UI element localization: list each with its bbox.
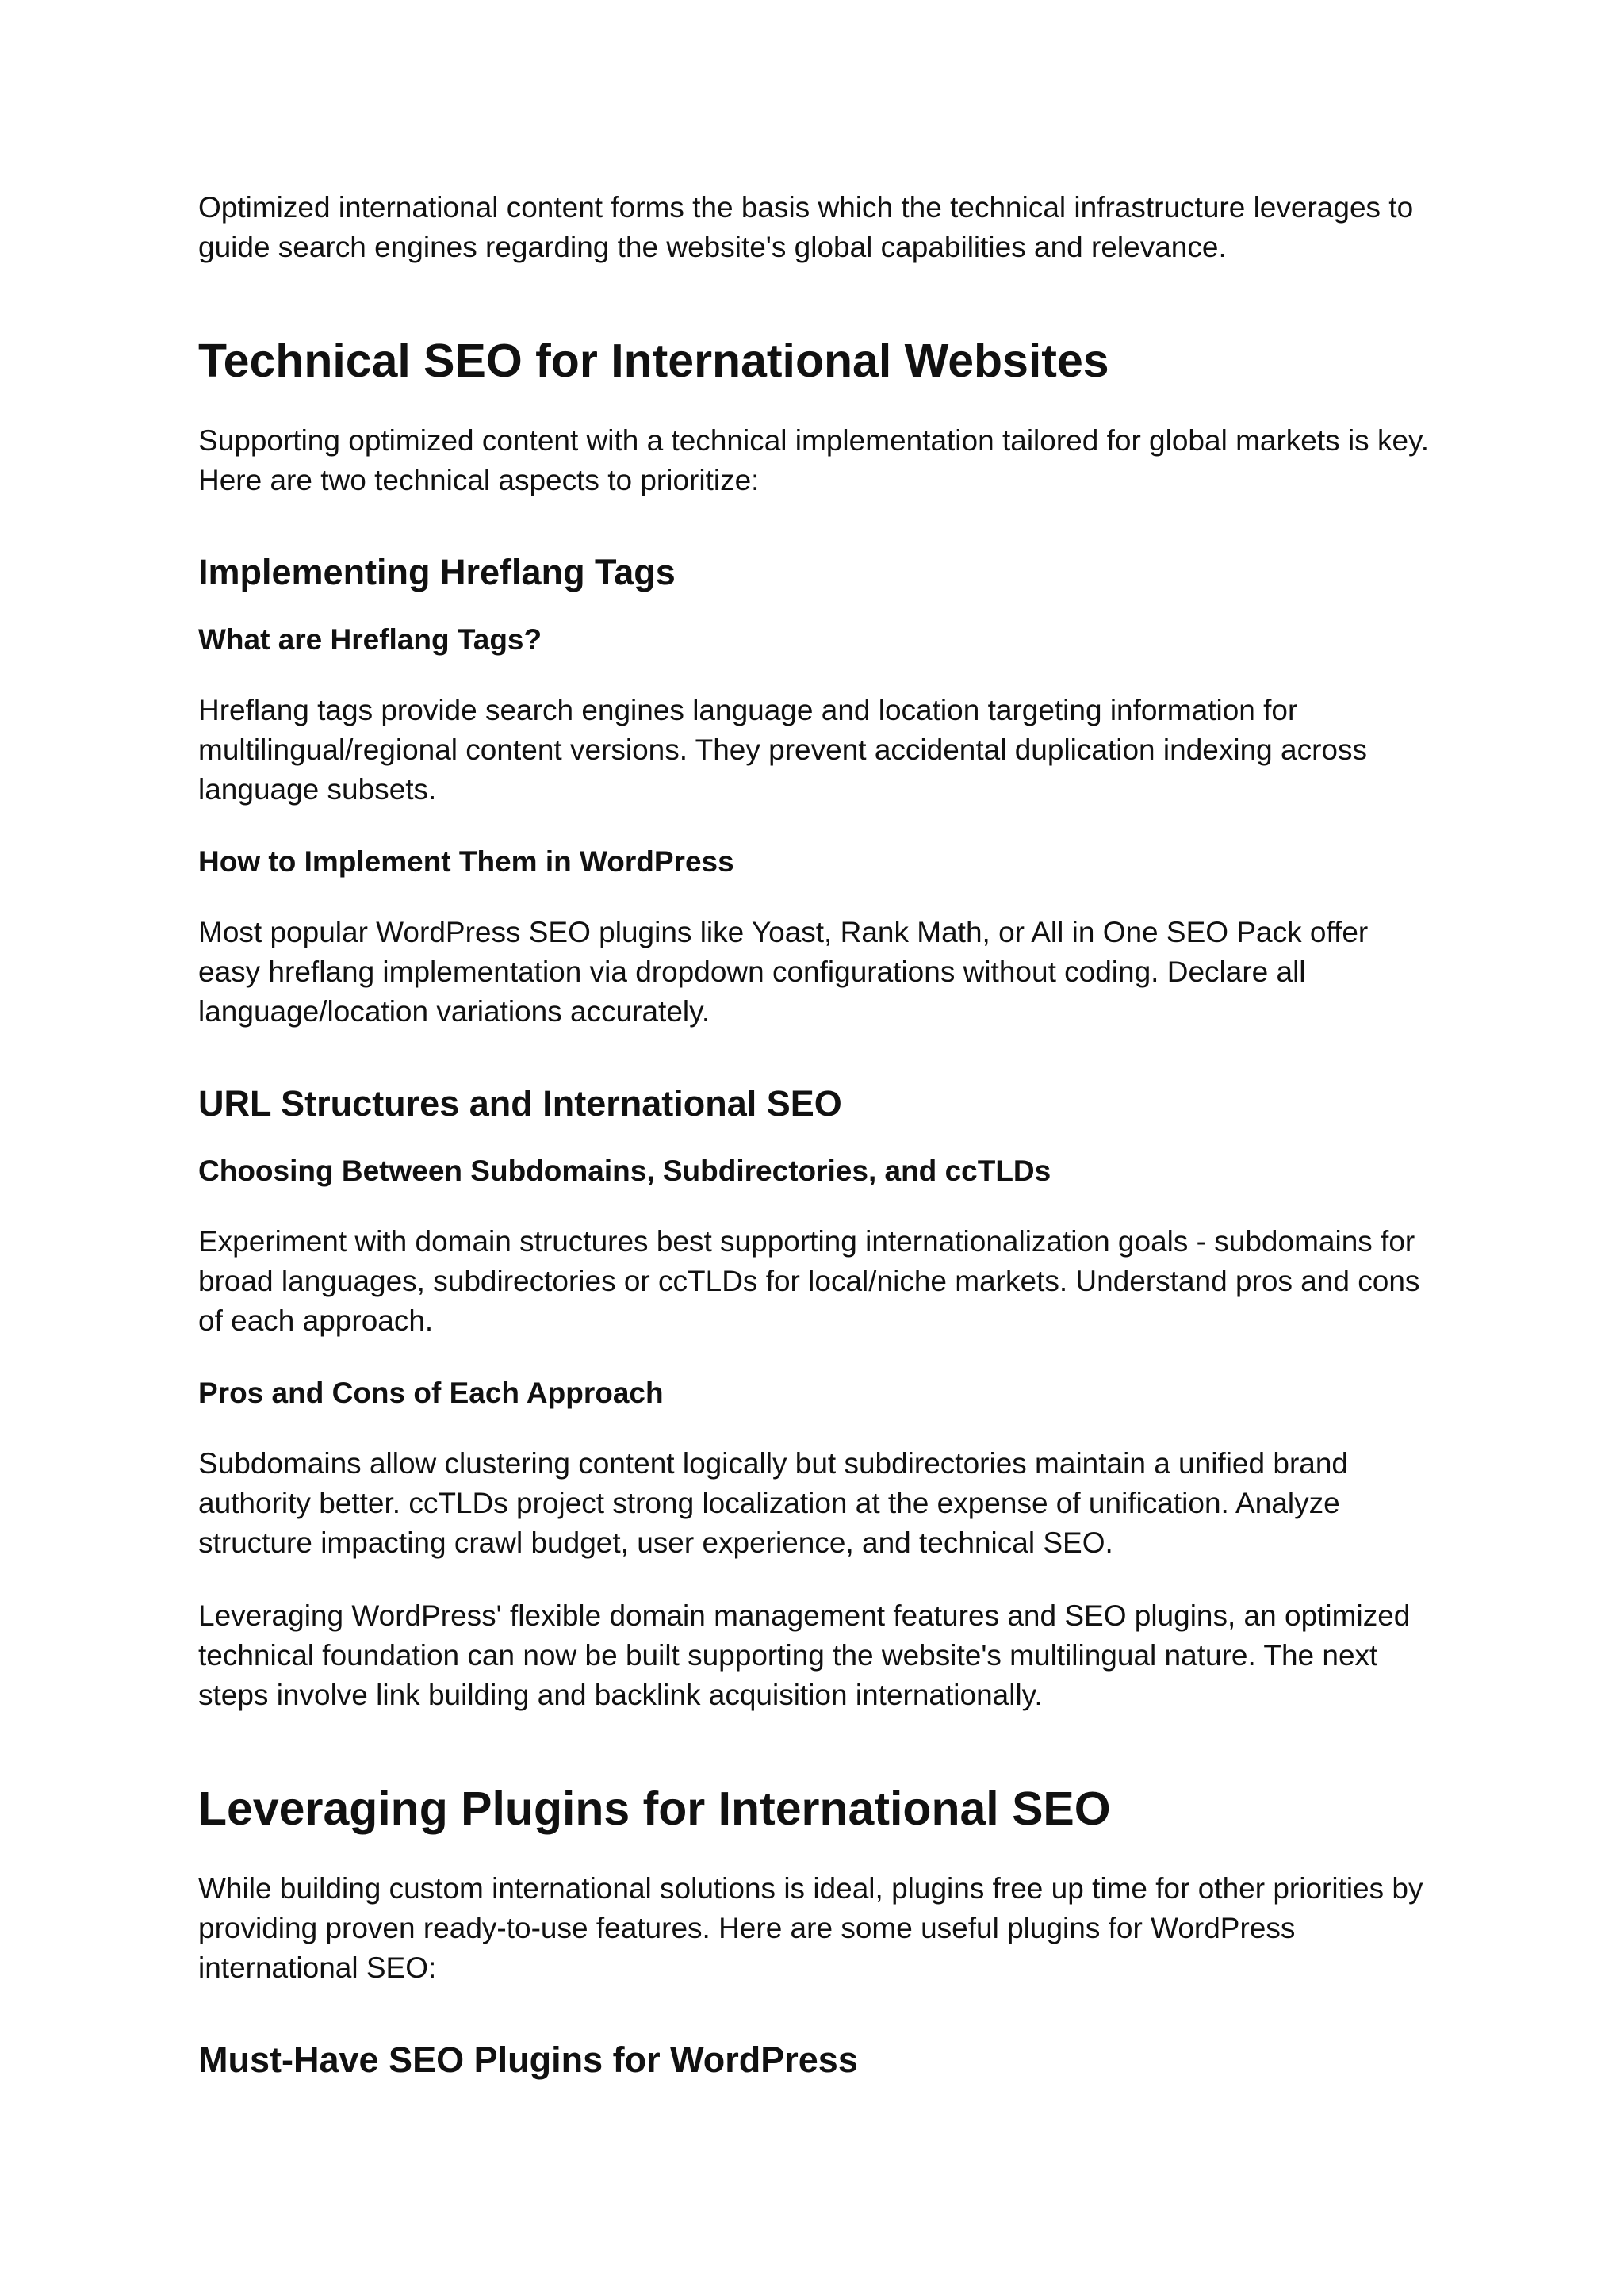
intro-paragraph: Optimized international content forms the basis which the technical infrastructure leverages to guide search engines regarding the website's global capabilities and relevance. [198,191,1414,263]
technical-seo-intro: Supporting optimized content with a technical implementation tailored for global markets is key. Here are two technical aspects to prioritize: [198,424,1430,496]
how-to-implement-text: Most popular WordPress SEO plugins like Yoast, Rank Math, or All in One SEO Pack offer easy hreflang implementation via dropdown configurations without coding. Declare all language/location variations accurately. [198,916,1369,1028]
plugins-heading: Leveraging Plugins for International SEO [198,1783,1111,1835]
url-structures-heading: URL Structures and International SEO [198,1083,842,1124]
must-have-plugins-heading: Must-Have SEO Plugins for WordPress [198,2039,858,2080]
pros-cons-text: Subdomains allow clustering content logically but subdirectories maintain a unified brand authority better. ccTLDs project strong localization at the expense of unification. Analyze structure impacting crawl budget, user experience, and technical SEO. [198,1447,1348,1559]
hreflang-heading: Implementing Hreflang Tags [198,552,676,592]
choosing-between-text: Experiment with domain structures best supporting internationalization goals - subdomains for broad languages, subdirectories or ccTLDs for local/niche markets. Understand pros and cons of each approach. [198,1225,1420,1337]
what-are-hreflang-heading: What are Hreflang Tags? [198,623,542,656]
technical-seo-heading: Technical SEO for International Websites [198,335,1109,387]
plugins-intro: While building custom international solutions is ideal, plugins free up time for other priorities by providing proven ready-to-use features. Here are some useful plugins for WordPress international SEO: [198,1872,1423,1984]
technical-closing-text: Leveraging WordPress' flexible domain management features and SEO plugins, an optimized technical foundation can now be built supporting the website's multilingual nature. The next steps involve link building and backlink acquisition internationally. [198,1599,1411,1711]
document-body [198,188,1435,2108]
how-to-implement-heading: How to Implement Them in WordPress [198,845,734,878]
pros-cons-heading: Pros and Cons of Each Approach [198,1377,664,1409]
what-are-hreflang-text: Hreflang tags provide search engines language and location targeting information for multilingual/regional content versions. They prevent accidental duplication indexing across language subsets. [198,694,1368,806]
choosing-between-heading: Choosing Between Subdomains, Subdirectories, and ccTLDs [198,1155,1051,1187]
